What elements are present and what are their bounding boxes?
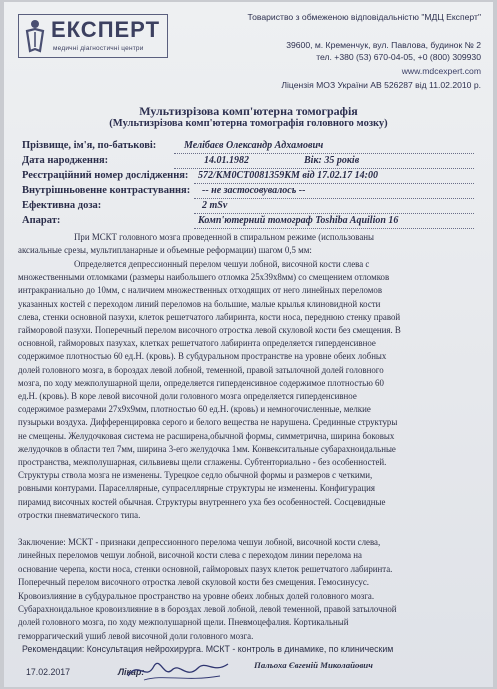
- clinic-license: Ліцензія МОЗ України АВ 526287 від 11.02.2010 р.: [281, 80, 481, 90]
- findings-line: основной, гайморовых пазухах, клетках решетчатого лабиринта определяется гиперденсивное: [18, 338, 376, 349]
- findings-line: содержимое плотностью 60 ед.Н. (кровь). В субдуральном пространстве на уровне обеих лобных: [18, 351, 387, 362]
- dose-label: Ефективна доза:: [22, 200, 102, 211]
- conclusion-line: Кровоизлияние в субдуральное пространство на уровне обеих лобных долей головного мозга.: [18, 590, 375, 601]
- patient-name-label: Прізвище, ім'я, по-батькові:: [22, 140, 157, 151]
- findings-line: мозга, по ходу межполушарной щели, определяется гиперденсивное содержимое плотностью 60: [18, 377, 384, 388]
- findings-line: указанных костей с переходом линий переломов на большие, малые крылья клиновидной кости: [18, 298, 381, 309]
- conclusion-line: долей головного мозга, по ходу межполушарной щели. Пневмоцефалия. Кортикальный: [18, 617, 349, 628]
- findings-line: гайморовой пазухи. Поперечный перелом височного отростка левой скуловой кости без смещения. В: [18, 325, 401, 336]
- birth-date-value: 14.01.1982: [204, 155, 249, 166]
- device-value: Комп'ютерний томограф Toshiba Aquilion 16: [198, 215, 399, 226]
- clinic-address: 39600, м. Кременчук, вул. Павлова, будинок № 2: [286, 40, 481, 50]
- clinic-company: Товариство з обмеженою відповідальністю "МДЦ Експерт": [247, 12, 481, 22]
- conclusion-line: Заключение: МСКТ - признаки депрессионного перелома чешуи лобной, височной кости слева,: [18, 537, 381, 547]
- findings-line: ровными контурами. Параселлярные, супраселлярные структуры не изменены. Конфигурация: [18, 483, 375, 494]
- study-intro: [18, 231, 478, 257]
- report-date: 17.02.2017: [26, 667, 71, 677]
- report-sheet: [4, 2, 493, 687]
- logo-tagline: медичні діагностичні центри: [53, 45, 144, 52]
- findings-line: множественными отломками (размеры наибольшего отломка 25х39х8мм) со смещением отломков: [18, 272, 390, 283]
- registration-value: 572/КМ0СТ0081359КМ від 17.02.17 14:00: [198, 170, 378, 181]
- findings-line: долей головного мозга, в бороздах левой лобной, теменной, правой затылочной долей головного: [18, 364, 384, 375]
- findings-line: содержимое размерами 27х9х9мм, плотностью 60 ед.Н. (кровь) и немногочисленные, мелкие: [18, 404, 371, 415]
- recommendation: Рекомендации: Консультация нейрохирурга. МСКТ - контроль в динамике, по клиническим: [22, 644, 394, 654]
- clinic-phones: тел. +380 (53) 670-04-05, +0 (800) 309930: [316, 52, 481, 62]
- doctor-signature: [124, 652, 234, 686]
- findings-line: пространства, межполушарная, сильвиевы щели сглажены. Субтенториально - без особенностей.: [18, 457, 387, 468]
- findings-line: пирамид височных костей обычная. Структуры внутреннего уха без особенностей. Сосцевидные: [18, 496, 386, 507]
- doctor-name: Пальоха Євгеній Миколайович: [254, 660, 373, 670]
- doctor-label: Лікар:: [118, 667, 145, 677]
- conclusion-line: Субарахноидальное кровоизлияние в в бороздах левой лобной, левой теменной, правой затылочной: [18, 604, 397, 615]
- findings-line: Определяется депрессионный перелом чешуи лобной, височной кости слева с: [74, 259, 370, 269]
- conclusion-line: Поперечный перелом височного отростка левой скуловой кости без смещения. Гемосинусус.: [18, 577, 370, 588]
- contrast-label: Внутрішньовенне контрастування:: [22, 185, 191, 196]
- findings-line: не смещены. Желудочковая система не расширена,обычной формы, симметрична, ширина боковых: [18, 430, 395, 441]
- expert-logo-icon: [23, 19, 47, 53]
- findings-line: слева, стенки основной пазухи, клеток решетчатого лабиринта, кости носа, переднюю стенку правой: [18, 311, 401, 322]
- findings-line: Структуры ствола мозга не изменены. Турецкое седло обычной формы и размеров с четкими,: [18, 470, 373, 481]
- logo-wordmark: ЕКСПЕРТ: [51, 17, 161, 42]
- study-findings: [18, 258, 478, 522]
- birth-date-label: Дата народження:: [22, 155, 109, 166]
- findings-line: желудочков в области тел 7мм, ширина 3-его желудочка 1мм. Конвекситальные субарахноидальные: [18, 443, 396, 454]
- intro-line: аксиальные срезы, мультипланарные и объемные реформации) шагом 0,5 мм:: [18, 245, 312, 256]
- findings-line: интракраниально до 10мм, с наличием множественных отходящих от него линейных переломов: [18, 285, 383, 296]
- age-value: Вік: 35 років: [304, 155, 360, 166]
- contrast-value: -- не застосовувалось --: [202, 185, 306, 196]
- clinic-website: www.mdcexpert.com: [401, 66, 481, 76]
- registration-label: Реєстраційний номер дослідження:: [22, 170, 189, 181]
- intro-line: При МСКТ головного мозга проведенной в спиральном режиме (использованы: [74, 232, 375, 242]
- report-title: Мультизрізова комп'ютерна томографія: [139, 104, 358, 118]
- patient-name-value: Мелібаєв Олександр Адхамович: [184, 140, 324, 151]
- conclusion-line: геморрагический ушиб левой височной доли головного мозга.: [18, 630, 254, 641]
- dose-value: 2 mSv: [202, 200, 228, 211]
- conclusion-line: линейных переломов чешуи лобной, височной кости слева с переходом линии перелома на: [18, 550, 362, 561]
- device-label: Апарат:: [22, 215, 61, 226]
- findings-line: ед.Н. (кровь). В коре левой височной доли головного мозга определяется гиперденсивное: [18, 391, 357, 402]
- findings-line: отростки пневматического типа.: [18, 509, 141, 520]
- findings-line: пузырьки воздуха. Дифференцировка серого и белого вещества не нарушена. Срединные структуры: [18, 417, 398, 428]
- clinic-logo: [18, 14, 168, 58]
- report-subtitle: (Мультизрізова комп'ютерна томографія головного мозку): [109, 118, 388, 129]
- conclusion-line: основание черепа, кости носа, стенки основной, гайморовых пазух клеток решетчатого лабиринта.: [18, 563, 393, 574]
- study-conclusion: [18, 536, 478, 643]
